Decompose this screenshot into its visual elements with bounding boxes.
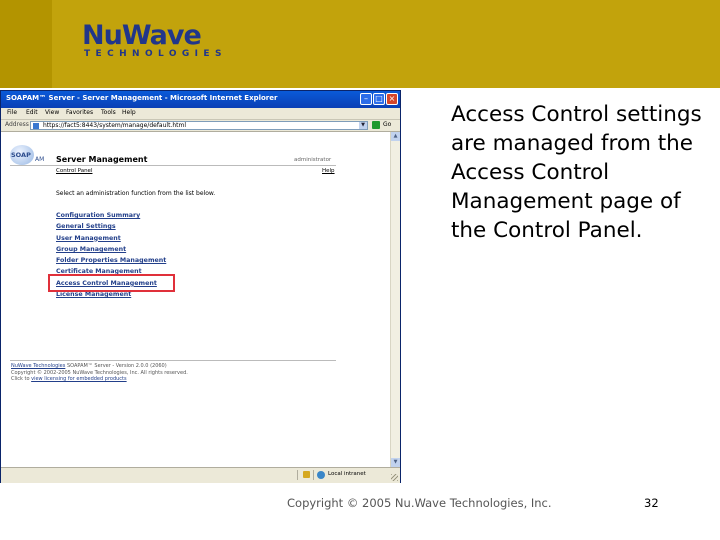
status-divider [297, 470, 298, 480]
breadcrumb-control-panel[interactable]: Control Panel [56, 168, 93, 174]
menu-favorites[interactable]: Favorites [66, 109, 94, 116]
nuwave-logo [82, 22, 232, 62]
slide-page-number: 32 [644, 496, 659, 510]
menu-tools[interactable]: Tools [101, 109, 116, 116]
menu-bar [1, 108, 400, 120]
window-titlebar[interactable] [1, 91, 400, 108]
address-label: Address [5, 121, 29, 128]
resize-grip[interactable] [391, 474, 398, 481]
footer-copyright: Copyright © 2002-2005 NuWave Technologies, Inc. All rights reserved. [11, 369, 188, 376]
instruction-text: Select an administration function from the list below. [56, 190, 216, 197]
lock-icon [303, 471, 310, 478]
slide-copyright: Copyright © 2005 Nu.Wave Technologies, Inc. [287, 496, 552, 510]
page-icon [33, 123, 39, 129]
link-configuration-summary[interactable]: Configuration Summary [56, 212, 141, 219]
scroll-up-icon[interactable]: ▲ [391, 132, 400, 141]
footer-licensing-link[interactable]: view licensing for embedded products [31, 376, 127, 382]
scroll-down-icon[interactable]: ▼ [391, 458, 400, 467]
menu-view[interactable]: View [45, 109, 60, 116]
header-divider [10, 165, 336, 166]
soapam-logo-suffix: AM [35, 156, 45, 163]
highlight-box [48, 274, 175, 292]
window-title: SOAPAM™ Server - Server Management - Microsoft Internet Explorer [6, 94, 278, 102]
close-button[interactable]: × [386, 93, 398, 105]
address-value: https://fact5:8443/system/manage/default.html [43, 122, 186, 129]
footer-click-prefix: Click to [11, 376, 30, 382]
browser-window [0, 90, 401, 483]
link-access-control-management[interactable]: Access Control Management [56, 279, 157, 287]
address-bar [1, 120, 400, 132]
status-divider [313, 470, 314, 480]
footer-version: SOAPAM™ Server - Version 2.0.0 (2060) [66, 363, 167, 369]
menu-help[interactable]: Help [122, 109, 136, 116]
status-bar [1, 467, 400, 483]
vertical-scrollbar[interactable] [390, 132, 400, 467]
menu-edit[interactable]: Edit [26, 109, 38, 116]
admin-label: administrator [294, 157, 332, 163]
logo-brand: NuWave [82, 20, 201, 51]
address-input[interactable] [30, 121, 368, 130]
page-title: Server Management [56, 155, 148, 164]
go-button[interactable] [372, 121, 398, 130]
soapam-logo-text: SOAP [11, 151, 31, 159]
minimize-button[interactable]: – [360, 93, 372, 105]
security-zone: Local intranet [328, 471, 366, 477]
header-tab [0, 0, 52, 88]
link-license-management[interactable]: License Management [56, 291, 132, 299]
footer-divider [10, 360, 336, 361]
address-dropdown-icon[interactable]: ▼ [359, 122, 367, 129]
page-content [2, 132, 390, 467]
link-certificate-management[interactable]: Certificate Management [56, 268, 142, 276]
help-link[interactable]: Help [322, 168, 335, 174]
link-general-settings[interactable]: General Settings [56, 223, 116, 231]
link-folder-properties-management[interactable]: Folder Properties Management [56, 257, 167, 265]
link-user-management[interactable]: User Management [56, 234, 121, 242]
logo-subtitle: TECHNOLOGIES [84, 49, 227, 59]
intranet-globe-icon [317, 471, 325, 479]
maximize-button[interactable]: □ [373, 93, 385, 105]
page-footer [11, 363, 188, 383]
link-group-management[interactable]: Group Management [56, 245, 127, 253]
menu-file[interactable]: File [7, 109, 18, 116]
footer-company-link[interactable]: NuWave Technologies [11, 363, 66, 369]
go-label: Go [383, 121, 392, 128]
soapam-logo-icon [10, 145, 34, 165]
slide-body-text: Access Control settings are managed from the Access Control Management page of the Control Panel. [451, 102, 702, 243]
go-arrow-icon [372, 121, 380, 129]
slide-header-band [0, 0, 720, 88]
